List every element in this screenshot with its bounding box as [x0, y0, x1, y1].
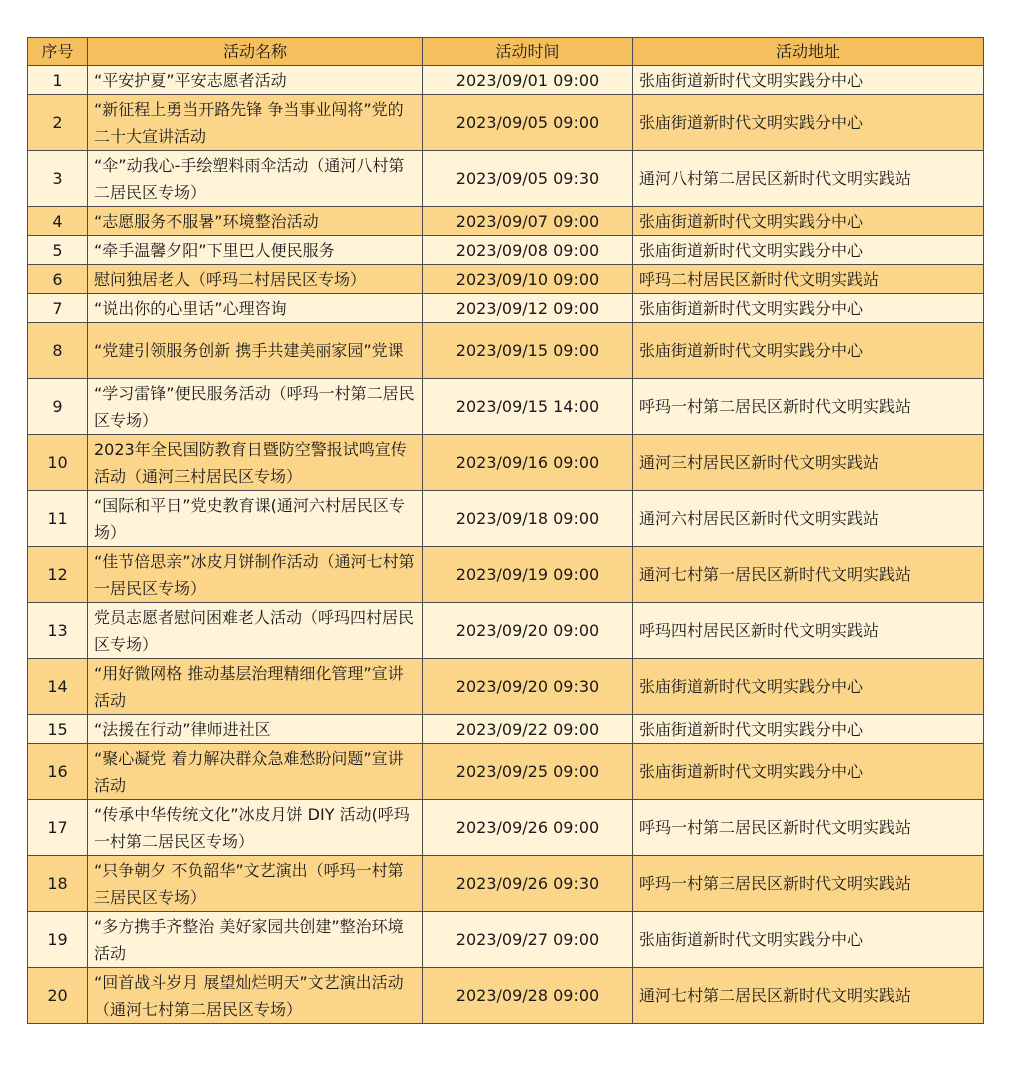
activity-address: 呼玛四村居民区新时代文明实践站 — [633, 603, 984, 659]
activity-address: 张庙街道新时代文明实践分中心 — [633, 323, 984, 379]
activity-time: 2023/09/22 09:00 — [423, 715, 633, 744]
row-number: 12 — [28, 547, 88, 603]
activity-address: 呼玛一村第三居民区新时代文明实践站 — [633, 856, 984, 912]
table-row — [28, 95, 984, 151]
activity-name: “国际和平日”党史教育课(通河六村居民区专场） — [88, 491, 423, 547]
table-row — [28, 659, 984, 715]
activity-name: “只争朝夕 不负韶华”文艺演出（呼玛一村第三居民区专场） — [88, 856, 423, 912]
row-number: 2 — [28, 95, 88, 151]
activity-address: 张庙街道新时代文明实践分中心 — [633, 715, 984, 744]
row-number: 17 — [28, 800, 88, 856]
table-row — [28, 715, 984, 744]
row-number: 19 — [28, 912, 88, 968]
activity-address: 张庙街道新时代文明实践分中心 — [633, 744, 984, 800]
activity-name: “党建引领服务创新 携手共建美丽家园”党课 — [88, 323, 423, 379]
activity-time: 2023/09/28 09:00 — [423, 968, 633, 1024]
table-header-row — [28, 38, 984, 66]
activity-address: 通河七村第二居民区新时代文明实践站 — [633, 968, 984, 1024]
activity-name: “说出你的心里话”心理咨询 — [88, 294, 423, 323]
row-number: 16 — [28, 744, 88, 800]
activity-address: 张庙街道新时代文明实践分中心 — [633, 95, 984, 151]
row-number: 18 — [28, 856, 88, 912]
activity-address: 通河八村第二居民区新时代文明实践站 — [633, 151, 984, 207]
row-number: 4 — [28, 207, 88, 236]
row-number: 8 — [28, 323, 88, 379]
activity-address: 呼玛二村居民区新时代文明实践站 — [633, 265, 984, 294]
row-number: 9 — [28, 379, 88, 435]
activity-address: 张庙街道新时代文明实践分中心 — [633, 659, 984, 715]
activity-name: “多方携手齐整治 美好家园共创建”整治环境活动 — [88, 912, 423, 968]
activity-name: 慰问独居老人（呼玛二村居民区专场） — [88, 265, 423, 294]
activity-name: “法援在行动”律师进社区 — [88, 715, 423, 744]
activity-name: “用好微网格 推动基层治理精细化管理”宣讲活动 — [88, 659, 423, 715]
row-number: 14 — [28, 659, 88, 715]
table-row — [28, 236, 984, 265]
table-row — [28, 744, 984, 800]
activity-name: “伞”动我心-手绘塑料雨伞活动（通河八村第二居民区专场） — [88, 151, 423, 207]
table-row — [28, 207, 984, 236]
activity-name: 党员志愿者慰问困难老人活动（呼玛四村居民区专场） — [88, 603, 423, 659]
activity-time: 2023/09/19 09:00 — [423, 547, 633, 603]
row-number: 3 — [28, 151, 88, 207]
table-row — [28, 603, 984, 659]
activity-address: 张庙街道新时代文明实践分中心 — [633, 236, 984, 265]
row-number: 15 — [28, 715, 88, 744]
header-number: 序号 — [28, 38, 88, 66]
activity-time: 2023/09/12 09:00 — [423, 294, 633, 323]
table-row — [28, 800, 984, 856]
activity-address: 通河六村居民区新时代文明实践站 — [633, 491, 984, 547]
activity-address: 张庙街道新时代文明实践分中心 — [633, 294, 984, 323]
row-number: 5 — [28, 236, 88, 265]
activity-time: 2023/09/16 09:00 — [423, 435, 633, 491]
row-number: 1 — [28, 66, 88, 95]
activity-time: 2023/09/15 14:00 — [423, 379, 633, 435]
activity-time: 2023/09/05 09:00 — [423, 95, 633, 151]
activity-name: “平安护夏”平安志愿者活动 — [88, 66, 423, 95]
table-row — [28, 151, 984, 207]
row-number: 13 — [28, 603, 88, 659]
table-row — [28, 912, 984, 968]
activity-time: 2023/09/18 09:00 — [423, 491, 633, 547]
activity-name: “志愿服务不服暑”环境整治活动 — [88, 207, 423, 236]
activity-address: 呼玛一村第二居民区新时代文明实践站 — [633, 379, 984, 435]
table-row — [28, 66, 984, 95]
activity-address: 呼玛一村第二居民区新时代文明实践站 — [633, 800, 984, 856]
table-row — [28, 323, 984, 379]
activity-name: “传承中华传统文化”冰皮月饼 DIY 活动(呼玛一村第二居民区专场） — [88, 800, 423, 856]
activity-time: 2023/09/08 09:00 — [423, 236, 633, 265]
activity-name: “新征程上勇当开路先锋 争当事业闯将”党的二十大宣讲活动 — [88, 95, 423, 151]
row-number: 7 — [28, 294, 88, 323]
row-number: 6 — [28, 265, 88, 294]
table-row — [28, 265, 984, 294]
header-activity-name: 活动名称 — [88, 38, 423, 66]
activity-time: 2023/09/26 09:00 — [423, 800, 633, 856]
table-row — [28, 968, 984, 1024]
activity-schedule-table — [27, 37, 984, 1024]
activity-address: 张庙街道新时代文明实践分中心 — [633, 207, 984, 236]
table-row — [28, 435, 984, 491]
table-row — [28, 379, 984, 435]
activity-time: 2023/09/20 09:30 — [423, 659, 633, 715]
row-number: 20 — [28, 968, 88, 1024]
activity-time: 2023/09/10 09:00 — [423, 265, 633, 294]
activity-address: 张庙街道新时代文明实践分中心 — [633, 66, 984, 95]
table-row — [28, 491, 984, 547]
row-number: 10 — [28, 435, 88, 491]
activity-name: “聚心凝党 着力解决群众急难愁盼问题”宣讲活动 — [88, 744, 423, 800]
activity-name: “学习雷锋”便民服务活动（呼玛一村第二居民区专场） — [88, 379, 423, 435]
activity-address: 通河三村居民区新时代文明实践站 — [633, 435, 984, 491]
activity-name: “牵手温馨夕阳”下里巴人便民服务 — [88, 236, 423, 265]
activity-time: 2023/09/05 09:30 — [423, 151, 633, 207]
activity-time: 2023/09/27 09:00 — [423, 912, 633, 968]
activity-name: 2023年全民国防教育日暨防空警报试鸣宣传活动（通河三村居民区专场） — [88, 435, 423, 491]
table-row — [28, 294, 984, 323]
activity-address: 通河七村第一居民区新时代文明实践站 — [633, 547, 984, 603]
activity-address: 张庙街道新时代文明实践分中心 — [633, 912, 984, 968]
activity-name: “回首战斗岁月 展望灿烂明天”文艺演出活动（通河七村第二居民区专场） — [88, 968, 423, 1024]
activity-time: 2023/09/26 09:30 — [423, 856, 633, 912]
table-row — [28, 856, 984, 912]
activity-time: 2023/09/15 09:00 — [423, 323, 633, 379]
header-activity-time: 活动时间 — [423, 38, 633, 66]
activity-time: 2023/09/25 09:00 — [423, 744, 633, 800]
header-activity-address: 活动地址 — [633, 38, 984, 66]
table-row — [28, 547, 984, 603]
activity-time: 2023/09/07 09:00 — [423, 207, 633, 236]
activity-time: 2023/09/20 09:00 — [423, 603, 633, 659]
activity-name: “佳节倍思亲”冰皮月饼制作活动（通河七村第一居民区专场） — [88, 547, 423, 603]
activity-time: 2023/09/01 09:00 — [423, 66, 633, 95]
row-number: 11 — [28, 491, 88, 547]
